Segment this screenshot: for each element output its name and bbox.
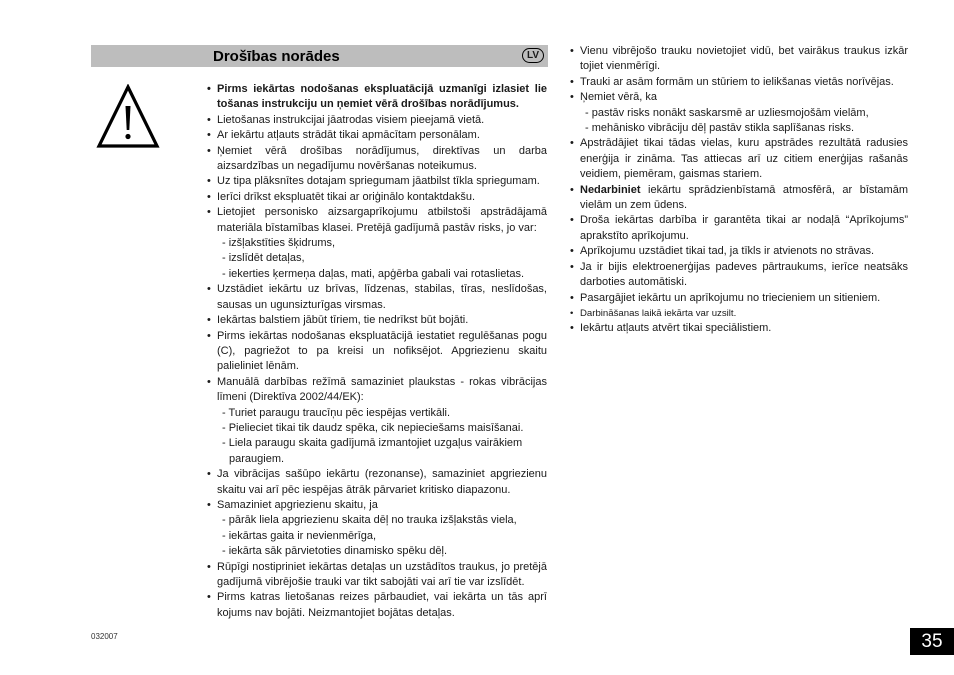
- list-item: • Iekārtu atļauts atvērt tikai speciālistiem.: [570, 321, 908, 336]
- sub-item: - iekerties ķermeņa daļas, mati, apģērba gabali vai rotaslietas.: [222, 267, 525, 280]
- sub-item: - Turiet paraugu traucīņu pēc iespējas vertikāli.: [222, 406, 451, 419]
- list-item: • Darbināšanas laikā iekārta var uzsilt.: [570, 306, 908, 321]
- list-item: • Pirms iekārtas nodošanas ekspluatācijā iestatiet regulēšanas pogu (C), pagriežot to pa kreisi un nofiksējot. Apgriezienu skaitu palieliniet lēnām.: [207, 329, 547, 375]
- sub-item: - Liela paraugu skaita gadījumā izmantojiet uzgaļus vairākiem: [222, 437, 523, 450]
- list-item: • Trauki ar asām formām un stūriem to ielikšanas vietās norīvējas.: [570, 75, 908, 90]
- list-item: • Pirms katras lietošanas reizes pārbaudiet, vai iekārta un tās aprī kojums nav bojāti. Neizmantojiet bojātas detaļas.: [207, 590, 547, 621]
- list-item: • Ņemiet vērā, ka: [570, 90, 908, 105]
- list-item: • Ja ir bijis elektroenerģijas padeves pārtraukums, ierīce neatsāks darboties automātiski.: [570, 260, 908, 291]
- list-item: • Ņemiet vērā drošības norādījumus, direktīvas un darba aizsardzības un negadījumu novēršanas noteikumus.: [207, 144, 547, 175]
- document-code: 032007: [91, 632, 118, 641]
- list-item: • Ierīci drīkst ekspluatēt tikai ar oriģinālo kontaktdakšu.: [207, 190, 547, 205]
- sub-item: - iekārta sāk pārvietoties dinamisko spēku dēļ.: [222, 545, 447, 558]
- danger-text: iekārtu sprādzienbīstamā atmosfērā, ar bīstamām vielām un zem ūdens.: [580, 183, 908, 212]
- list-item: • Manuālā darbības režīmā samaziniet plaukstas - rokas vibrācijas līmeni (Direktīva 2002/44/EK):: [207, 375, 547, 406]
- list-item: • Vienu vibrējošo trauku novietojiet vidū, bet vairākus traukus izkār tojiet vienmērīgi.: [570, 44, 908, 75]
- warning-triangle-icon: [96, 84, 160, 150]
- sub-item: - pārāk liela apgriezienu skaita dēļ no trauka izšļakstās viela,: [222, 514, 517, 527]
- list-item: • Apstrādājiet tikai tādas vielas, kuru apstrādes rezultātā radusies enerģija ir zināma. Tas attiecas arī uz citiem enerģijas rašanās veidiem, piemēram, gaismas stariem.: [570, 136, 908, 182]
- sub-item: - iekārtas gaita ir nevienmērīga,: [222, 529, 377, 542]
- list-item: • Uzstādiet iekārtu uz brīvas, līdzenas, stabilas, tīras, neslīdošas, sausas un ugunsizturīgas virsmas.: [207, 282, 547, 313]
- list-item: • Lietošanas instrukcijai jāatrodas visiem pieejamā vietā.: [207, 113, 547, 128]
- list-item: • Iekārtas balstiem jābūt tīriem, tie nedrīkst būt bojāti.: [207, 313, 547, 328]
- right-column: [570, 44, 908, 337]
- list-item: • Aprīkojumu uzstādiet tikai tad, ja tīkls ir atvienots no strāvas.: [570, 244, 908, 259]
- sub-item: - izslīdēt detaļas,: [222, 252, 305, 265]
- danger-item: [570, 183, 908, 214]
- left-column: [207, 82, 547, 621]
- list-item: • Pasargājiet iekārtu un aprīkojumu no triecieniem un sitieniem.: [570, 291, 908, 306]
- list-item: • Droša iekārtas darbība ir garantēta tikai ar nodaļā “Aprīkojums” aprakstīto aprīkojumu.: [570, 213, 908, 244]
- left-header-bar: [91, 45, 210, 67]
- sub-item: - mehānisko vibrāciju dēļ pastāv stikla saplīšanas risks.: [585, 122, 855, 135]
- list-item: • Uz tipa plāksnītes dotajam spriegumam jāatbilst tīkla spriegumam.: [207, 174, 547, 189]
- page-number: 35: [910, 628, 954, 655]
- sub-item: - izšļakstīties šķidrums,: [222, 237, 336, 250]
- sub-item: - pastāv risks nonākt saskarsmē ar uzliesmojošām vielām,: [585, 106, 869, 119]
- list-item: • Rūpīgi nostipriniet iekārtas detaļas un uzstādītos traukus, jo pretējā gadījumā vibrējošie trauki var tikt sabojāti vai arī tie var izslīdēt.: [207, 560, 547, 591]
- intro-item: • Pirms iekārtas nodošanas ekspluatācijā uzmanīgi izlasiet lie tošanas instrukciju un ņemiet vērā drošības norādījumus.: [207, 82, 547, 113]
- list-item: • Samaziniet apgriezienu skaitu, ja: [207, 498, 547, 513]
- section-header: [210, 45, 548, 67]
- list-item: • Ja vibrācijas sašūpo iekārtu (rezonanse), samaziniet apgriezienu skaitu vai arī pēc iespējas ātrāk pārvariet kritisko diapazonu.: [207, 467, 547, 498]
- language-badge: LV: [522, 48, 544, 63]
- sub-item-continuation: paraugiem.: [229, 452, 285, 465]
- sub-item: - Pielieciet tikai tik daudz spēka, cik nepieciešams maisīšanai.: [222, 421, 524, 434]
- list-item: • Ar iekārtu atļauts strādāt tikai apmācītam personālam.: [207, 128, 547, 143]
- section-title: Drošības norādes: [213, 48, 340, 65]
- danger-bold-text: Nedarbiniet: [580, 183, 641, 196]
- list-item: • Lietojiet personisko aizsargaprīkojumu atbilstoši apstrādājamā materiāla bīstamības klasei. Pretējā gadījumā pastāv risks, jo var:: [207, 205, 547, 236]
